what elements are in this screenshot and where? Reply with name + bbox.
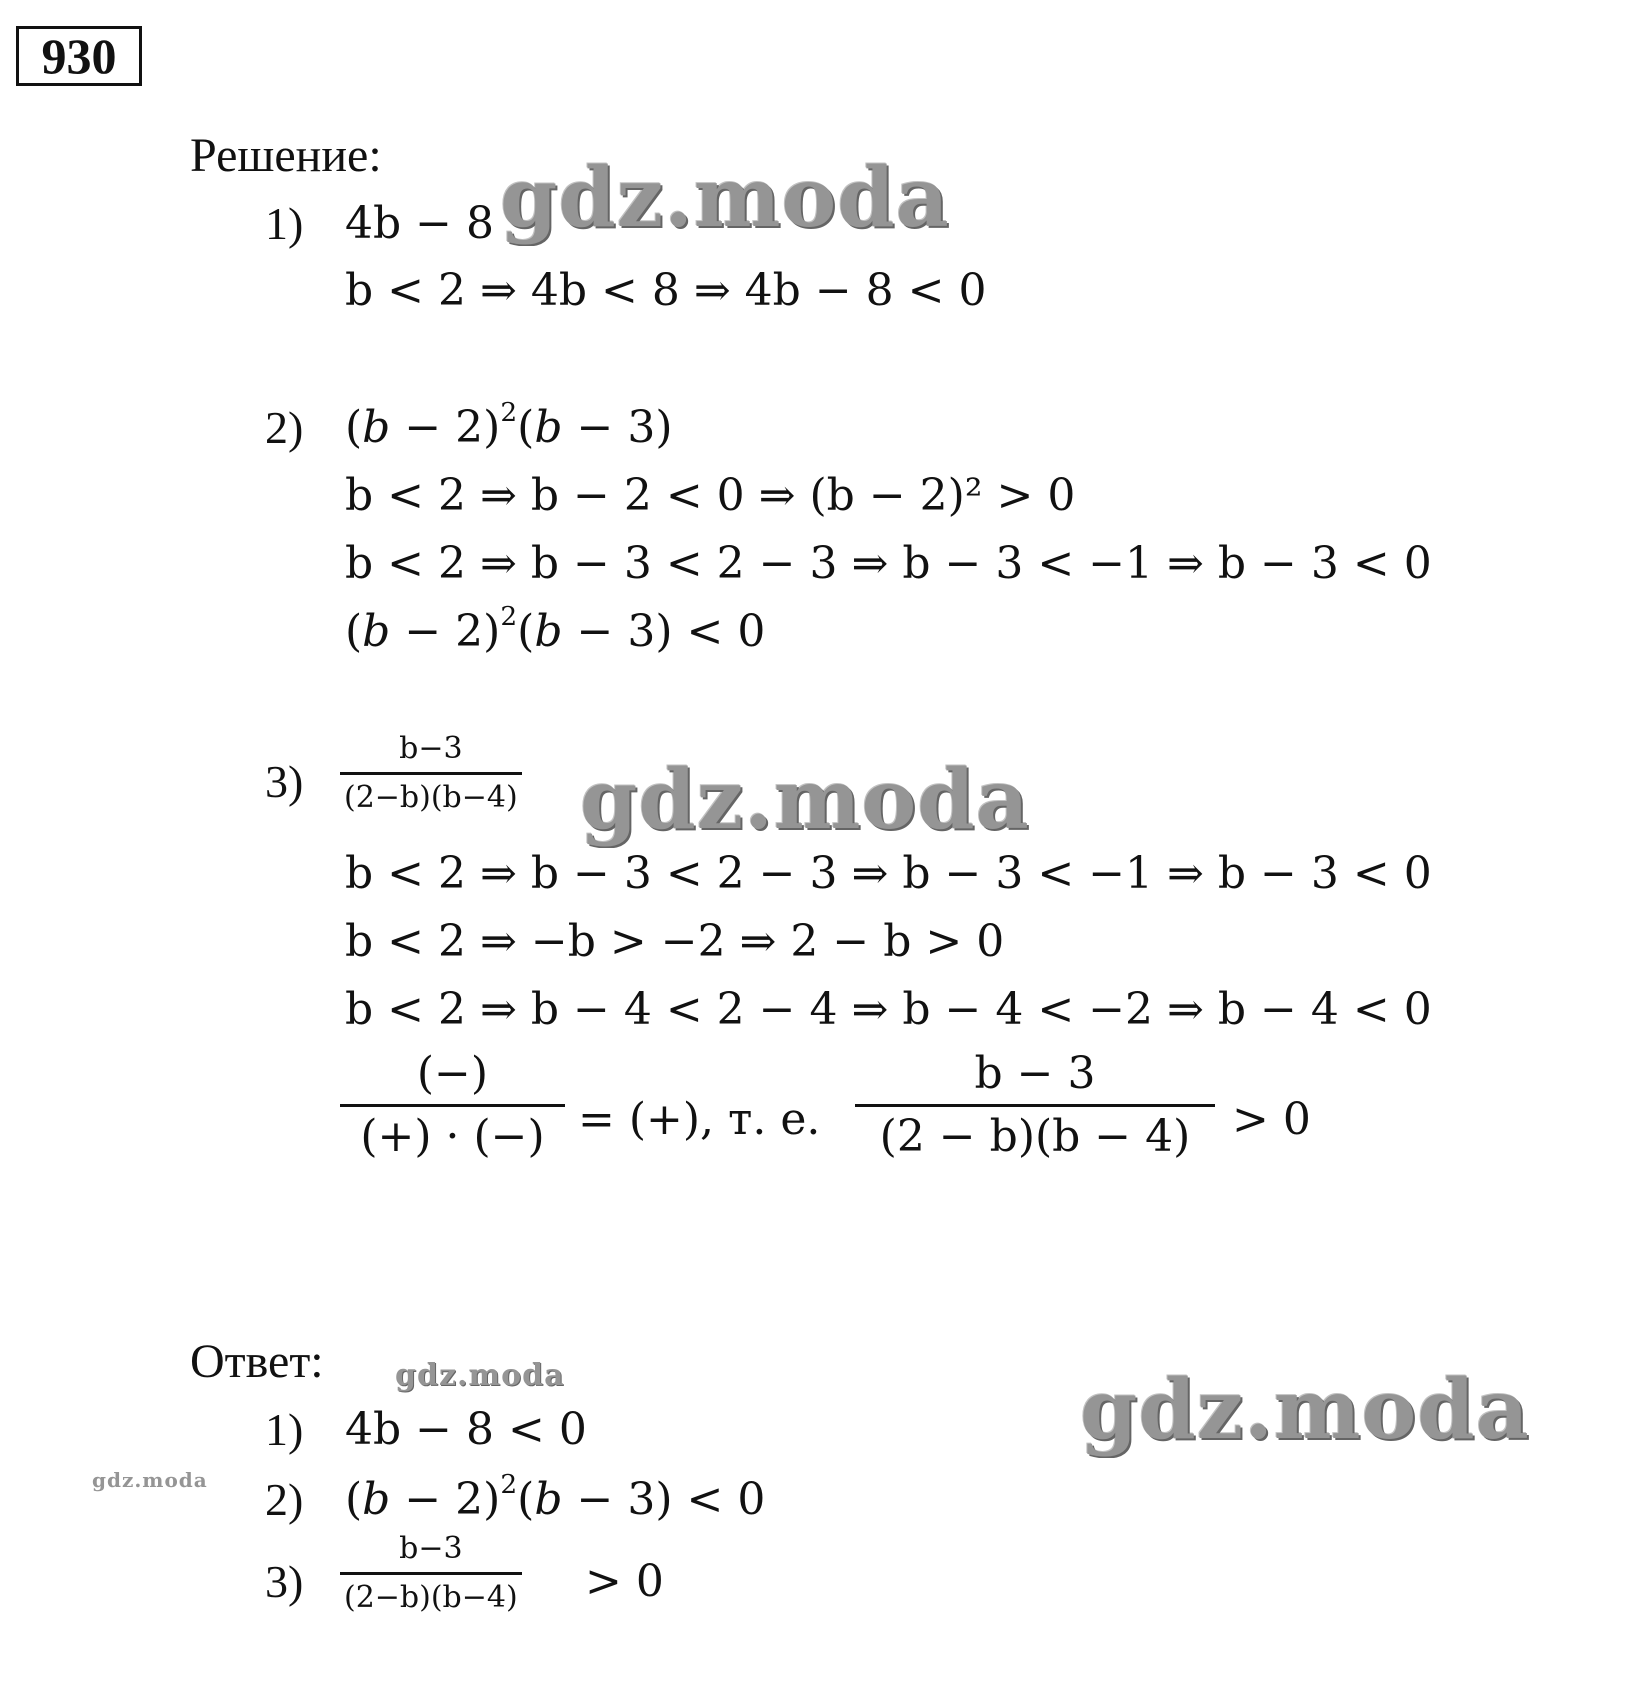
part2-line2: b < 2 ⇒ b − 3 < 2 − 3 ⇒ b − 3 < −1 ⇒ b − 3 < 0	[345, 538, 1432, 589]
result-gt-zero: > 0	[1232, 1094, 1311, 1145]
answer1-text: 4b − 8 < 0	[345, 1404, 587, 1455]
part3-fraction-denominator: (2−b)(b−4)	[344, 780, 518, 815]
result-fraction	[855, 1048, 1215, 1163]
part2-line1: b < 2 ⇒ b − 2 < 0 ⇒ (b − 2)² > 0	[345, 470, 1076, 521]
answer-heading: Ответ:	[190, 1335, 324, 1388]
watermark-logo: gdz.moda	[1080, 1362, 1530, 1458]
part2-line3: $(b - 2)^2(b - 3) < 0$	[345, 600, 766, 657]
part2-number: 2)	[265, 402, 304, 453]
part3-line2: b < 2 ⇒ −b > −2 ⇒ 2 − b > 0	[345, 916, 1005, 967]
part3-line1: b < 2 ⇒ b − 3 < 2 − 3 ⇒ b − 3 < −1 ⇒ b − 3 < 0	[345, 848, 1432, 899]
watermark-logo: gdz.moda	[395, 1358, 565, 1393]
part1-number: 1)	[265, 198, 304, 249]
part3-fraction	[340, 730, 522, 817]
answer3-fraction	[340, 1530, 522, 1617]
part1-expression: 4b − 8	[345, 198, 494, 249]
result-fraction-denominator: (2 − b)(b − 4)	[879, 1111, 1191, 1162]
answer2-text: $(b - 2)^2(b - 3) < 0$	[345, 1468, 766, 1525]
answer3-fraction-denominator: (2−b)(b−4)	[344, 1580, 518, 1615]
answer2-number: 2)	[265, 1474, 304, 1525]
part3-line3: b < 2 ⇒ b − 4 < 2 − 4 ⇒ b − 4 < −2 ⇒ b − 4 < 0	[345, 984, 1432, 1035]
part3-fraction-numerator: b−3	[399, 731, 463, 766]
part1-line1: b < 2 ⇒ 4b < 8 ⇒ 4b − 8 < 0	[345, 265, 987, 316]
answer1-number: 1)	[265, 1404, 304, 1455]
part2-expression: $(b - 2)^2(b - 3)$	[345, 396, 673, 453]
sign-equals-text: = (+), т. е.	[578, 1094, 821, 1145]
watermark-logo: gdz.moda	[500, 150, 950, 246]
result-fraction-numerator: b − 3	[974, 1048, 1096, 1099]
part3-number: 3)	[265, 756, 304, 807]
answer3-number: 3)	[265, 1556, 304, 1607]
watermark-logo: gdz.moda	[92, 1468, 208, 1492]
sign-fraction	[340, 1048, 565, 1163]
sign-fraction-numerator: (−)	[416, 1048, 489, 1099]
solution-heading: Решение:	[190, 129, 382, 182]
task-number: 930	[16, 26, 142, 86]
answer3-tail: > 0	[585, 1556, 664, 1607]
watermark-logo: gdz.moda	[580, 752, 1030, 848]
answer3-fraction-numerator: b−3	[399, 1531, 463, 1566]
sign-fraction-denominator: (+) · (−)	[360, 1111, 545, 1162]
